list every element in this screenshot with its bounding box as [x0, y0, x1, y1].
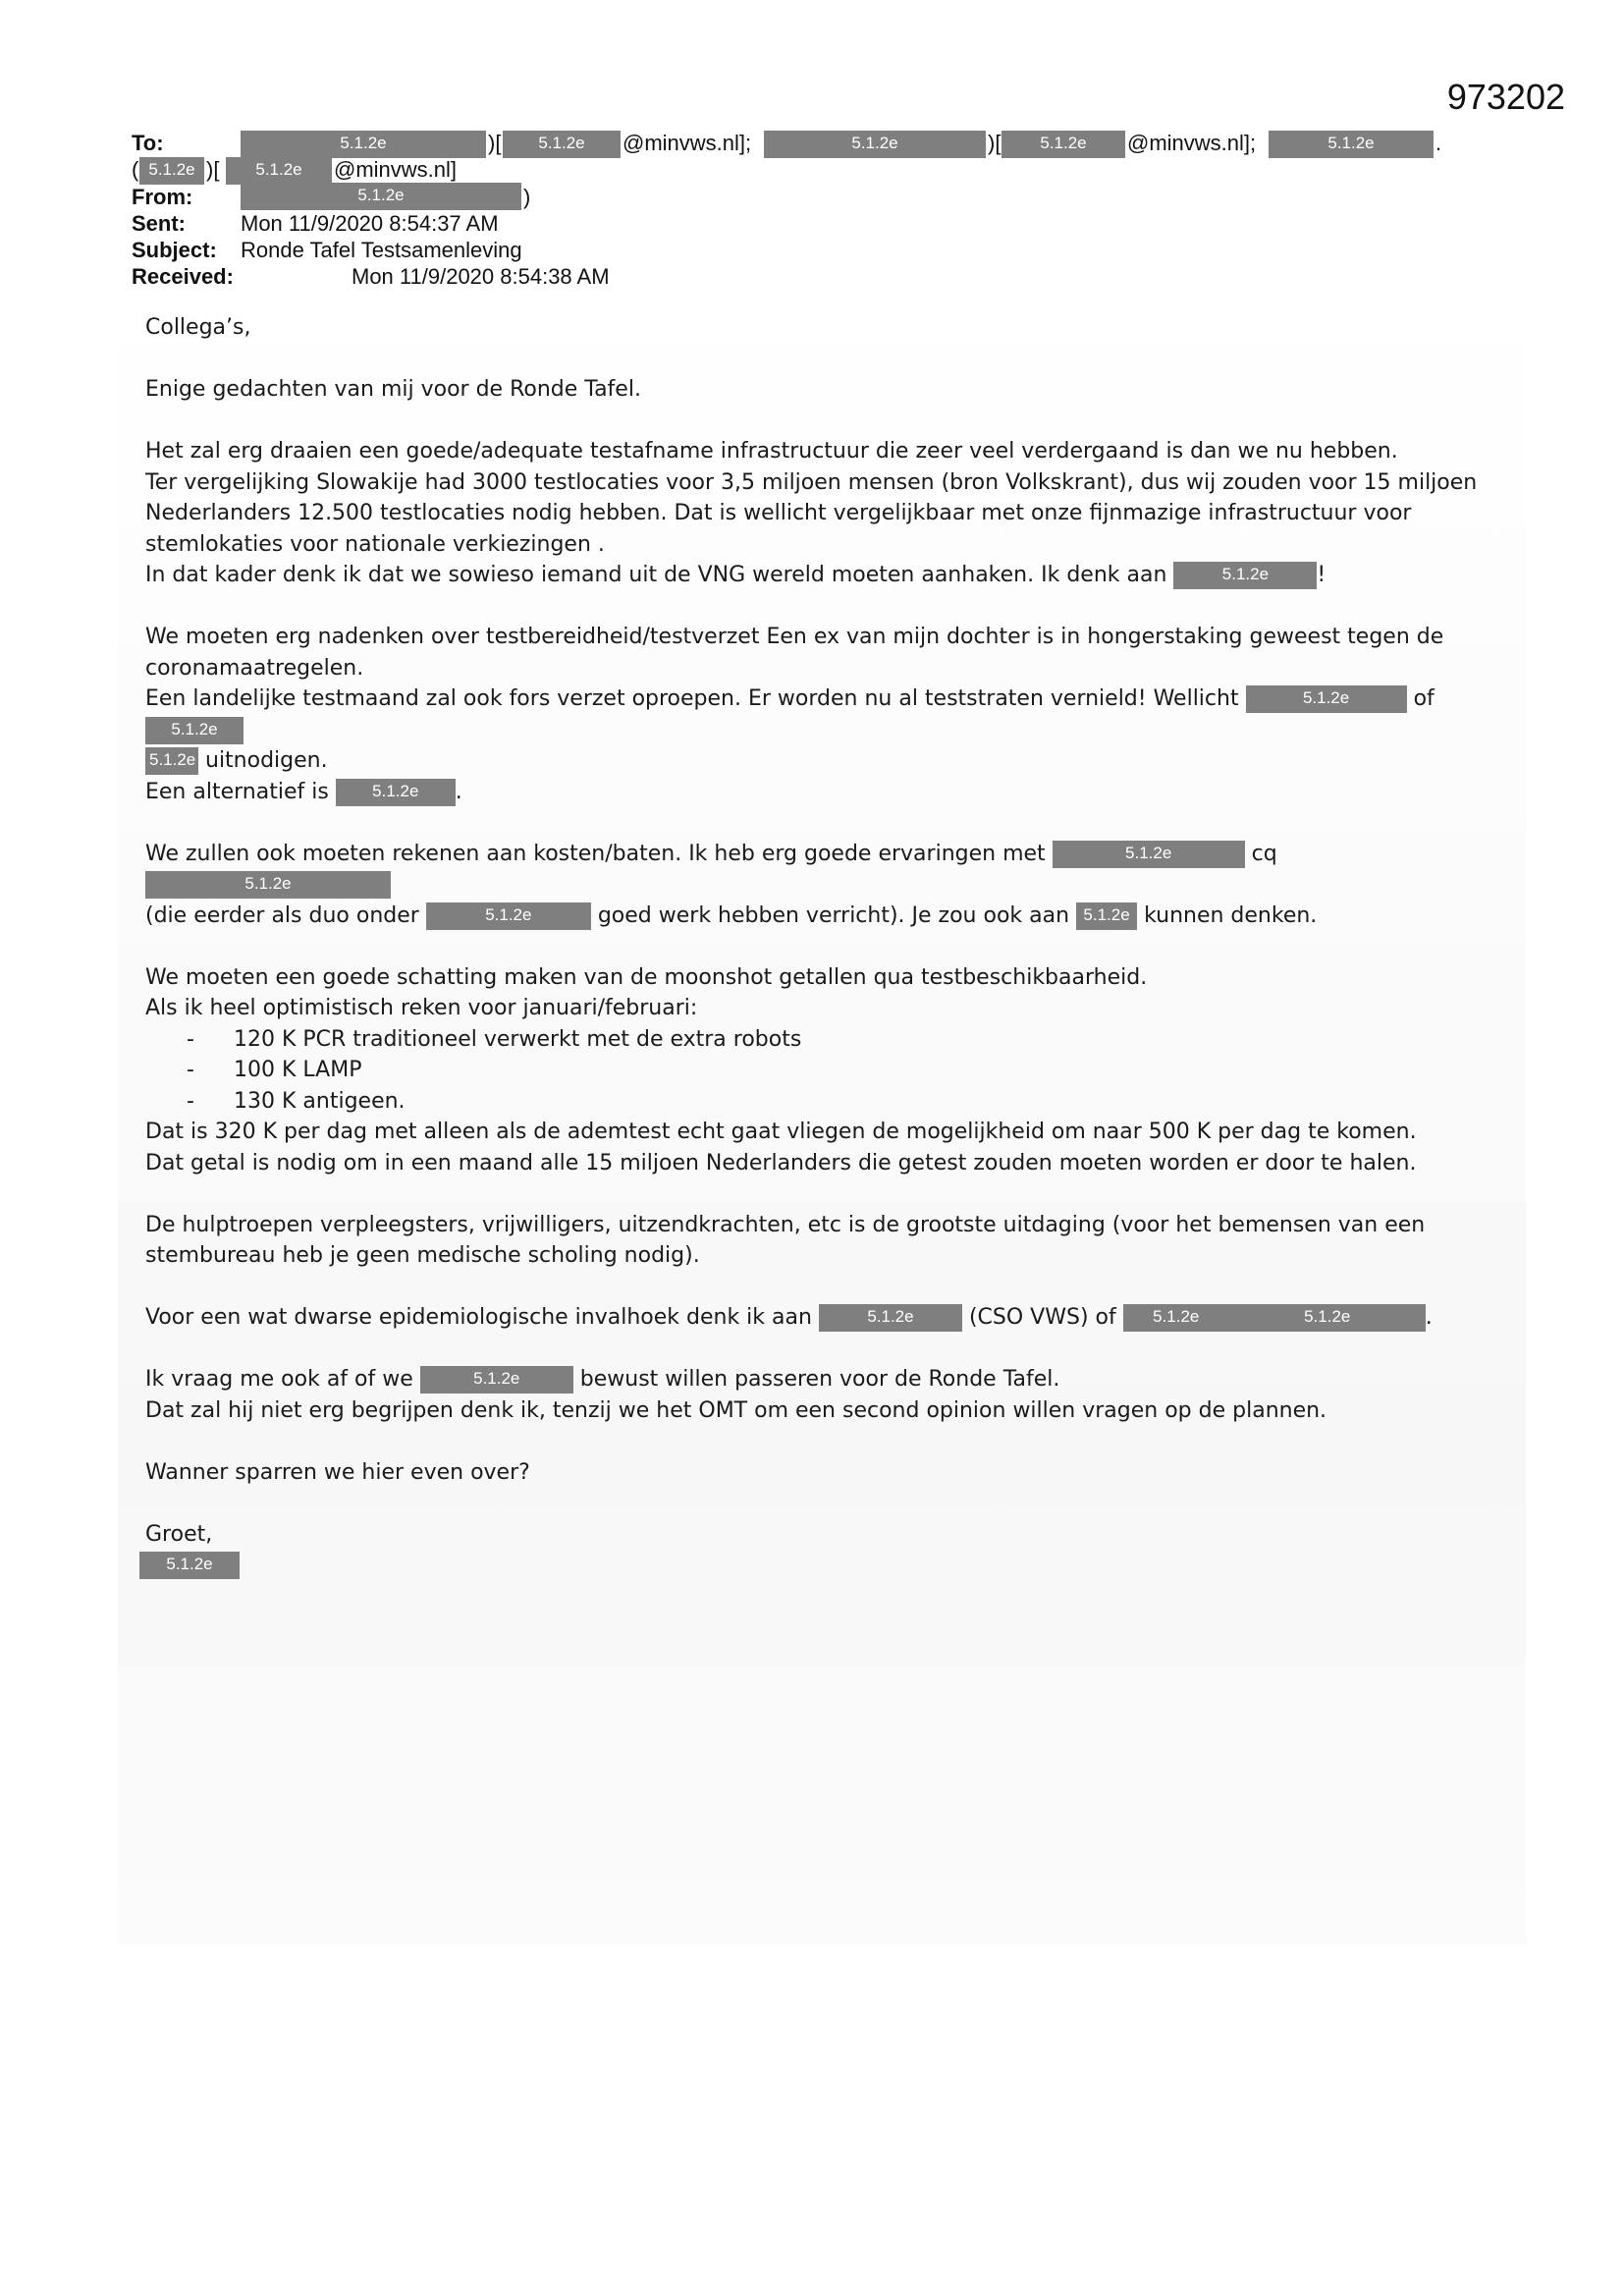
- redaction-block: 5.1.2e: [336, 779, 456, 806]
- redaction-block: 5.1.2e: [241, 131, 486, 158]
- redaction-block: 5.1.2e: [1173, 562, 1317, 589]
- question-text: Wanner sparren we hier even over?: [145, 1459, 530, 1485]
- text: (die eerder als duo onder: [145, 902, 419, 928]
- bracket: ): [523, 185, 531, 209]
- redaction-block: 5.1.2e: [145, 717, 244, 744]
- text: uitnodigen.: [205, 748, 328, 773]
- from-label: From:: [132, 185, 193, 209]
- text: We moeten een goede schatting maken van de moonshot getallen qua testbeschikbaarheid.: [145, 964, 1148, 990]
- bracket: (: [132, 157, 139, 182]
- text: goed werk hebben verricht). Je zou ook aan: [597, 902, 1070, 928]
- to-domain: @minvws.nl];: [623, 131, 752, 155]
- text: bewust willen passeren voor de Ronde Tafel.: [579, 1367, 1060, 1392]
- redaction-block: 5.1.2e: [819, 1304, 962, 1332]
- salutation: Collega’s,: [145, 315, 251, 340]
- redaction-block: 5.1.2e: [420, 1366, 573, 1394]
- text: .: [1425, 1305, 1433, 1330]
- text: of: [1413, 686, 1435, 711]
- paragraph-hulptroepen: De hulptroepen verpleegsters, vrijwilligers, uitzendkrachten, etc is de grootste uitdaging (voor het bemensen van een stembureau heb je geen medische scholing nodig).: [145, 1212, 1426, 1268]
- received-value: Mon 11/9/2020 8:54:38 AM: [352, 264, 610, 289]
- signature-redaction: 5.1.2e: [139, 1552, 240, 1579]
- subject-value: Ronde Tafel Testsamenleving: [241, 238, 522, 262]
- redaction-block: 5.1.2e: [1246, 685, 1407, 713]
- paragraph-moonshot: [145, 962, 1500, 1179]
- separator: .: [1435, 131, 1442, 155]
- redaction-block: 5.1.2e: [1053, 841, 1245, 868]
- to-domain: @minvws.nl];: [1127, 131, 1257, 155]
- redaction-block: 5.1.2e: [426, 902, 591, 930]
- paragraph-kosten-baten: [145, 839, 1500, 932]
- paragraph-omt: [145, 1364, 1500, 1426]
- sent-value: Mon 11/9/2020 8:54:37 AM: [241, 211, 499, 236]
- subject-label: Subject:: [132, 238, 217, 262]
- redaction-block: 5.1.2e: [1123, 1304, 1229, 1332]
- text: We moeten erg nadenken over testbereidheid/testverzet Een ex van mijn dochter is in hongerstaking geweest tegen de coronamaatregelen.: [145, 625, 1444, 681]
- closing: Groet,: [145, 1521, 213, 1547]
- text: In dat kader denk ik dat we sowieso iemand uit de VNG wereld moeten aanhaken. Ik denk aan: [145, 563, 1167, 587]
- to-label: To:: [132, 131, 164, 155]
- text: Dat getal is nodig om in een maand alle 15 miljoen Nederlanders die getest zouden moeten worden er door te halen.: [145, 1150, 1417, 1175]
- text: kunnen denken.: [1144, 902, 1318, 928]
- text: Ter vergelijking Slowakije had 3000 testlocaties voor 3,5 miljoen mensen (bron Volkskrant), dus wij zouden voor 15 miljoen Nederlanders 12.500 testlocaties nodig hebben. Dat is wellicht vergelijkbaar met onze fijnmazige infrastructuur voor stemlokaties voor nationale verkiezingen .: [145, 469, 1478, 557]
- redaction-block: 5.1.2e: [139, 157, 204, 185]
- to-domain: @minvws.nl]: [334, 157, 458, 182]
- bracket: )[: [206, 157, 220, 182]
- text: Een landelijke testmaand zal ook fors verzet oproepen. Er worden nu al teststraten vernield! Wellicht: [145, 686, 1239, 711]
- redaction-block: 5.1.2e: [226, 157, 332, 185]
- paragraph-epidemiologie: [145, 1302, 1500, 1334]
- bracket: )[: [488, 131, 502, 155]
- message-body: [145, 312, 1500, 1581]
- text: !: [1317, 563, 1326, 587]
- redaction-block: 5.1.2e: [1229, 1304, 1426, 1332]
- text: .: [455, 779, 462, 804]
- redaction-block: 5.1.2e: [503, 131, 621, 158]
- redaction-block: 5.1.2e: [145, 747, 198, 775]
- redaction-block: 5.1.2e: [764, 131, 986, 158]
- paragraph-infrastructure: [145, 436, 1500, 591]
- text: Een alternatief is: [145, 779, 329, 804]
- text: Als ik heel optimistisch reken voor januari/februari:: [145, 996, 698, 1020]
- redaction-block: 5.1.2e: [1001, 131, 1125, 158]
- bracket: )[: [988, 131, 1001, 155]
- list-item: - 120 K PCR traditioneel verwerkt met de extra robots: [145, 1024, 1500, 1056]
- redaction-block: 5.1.2e: [1076, 902, 1137, 930]
- document-number: 973202: [1446, 77, 1565, 117]
- text: Dat zal hij niet erg begrijpen denk ik, tenzij we het OMT om een second opinion willen vragen op de plannen.: [145, 1397, 1327, 1423]
- intro-text: Enige gedachten van mij voor de Ronde Tafel.: [145, 377, 641, 402]
- list-item: - 130 K antigeen.: [145, 1086, 1500, 1118]
- list-item: - 100 K LAMP: [145, 1055, 1500, 1086]
- text: (CSO VWS) of: [968, 1305, 1116, 1330]
- text: We zullen ook moeten rekenen aan kosten/baten. Ik heb erg goede ervaringen met: [145, 841, 1046, 866]
- redaction-block: 5.1.2e: [241, 183, 521, 210]
- text: Voor een wat dwarse epidemiologische invalhoek denk ik aan: [145, 1305, 812, 1330]
- received-label: Received:: [132, 264, 234, 289]
- text: Ik vraag me ook af of we: [145, 1367, 413, 1392]
- text: Het zal erg draaien een goede/adequate testafname infrastructuur die zeer veel verdergaand is dan we nu hebben.: [145, 439, 1398, 464]
- sent-label: Sent:: [132, 211, 186, 236]
- redaction-block: 5.1.2e: [1269, 131, 1434, 158]
- paragraph-testbereidheid: [145, 622, 1500, 807]
- capacity-list: [145, 1024, 1500, 1118]
- text: cq: [1251, 841, 1277, 866]
- redaction-block: 5.1.2e: [145, 871, 391, 899]
- text: Dat is 320 K per dag met alleen als de ademtest echt gaat vliegen de mogelijkheid om naar 500 K per dag te komen.: [145, 1120, 1417, 1144]
